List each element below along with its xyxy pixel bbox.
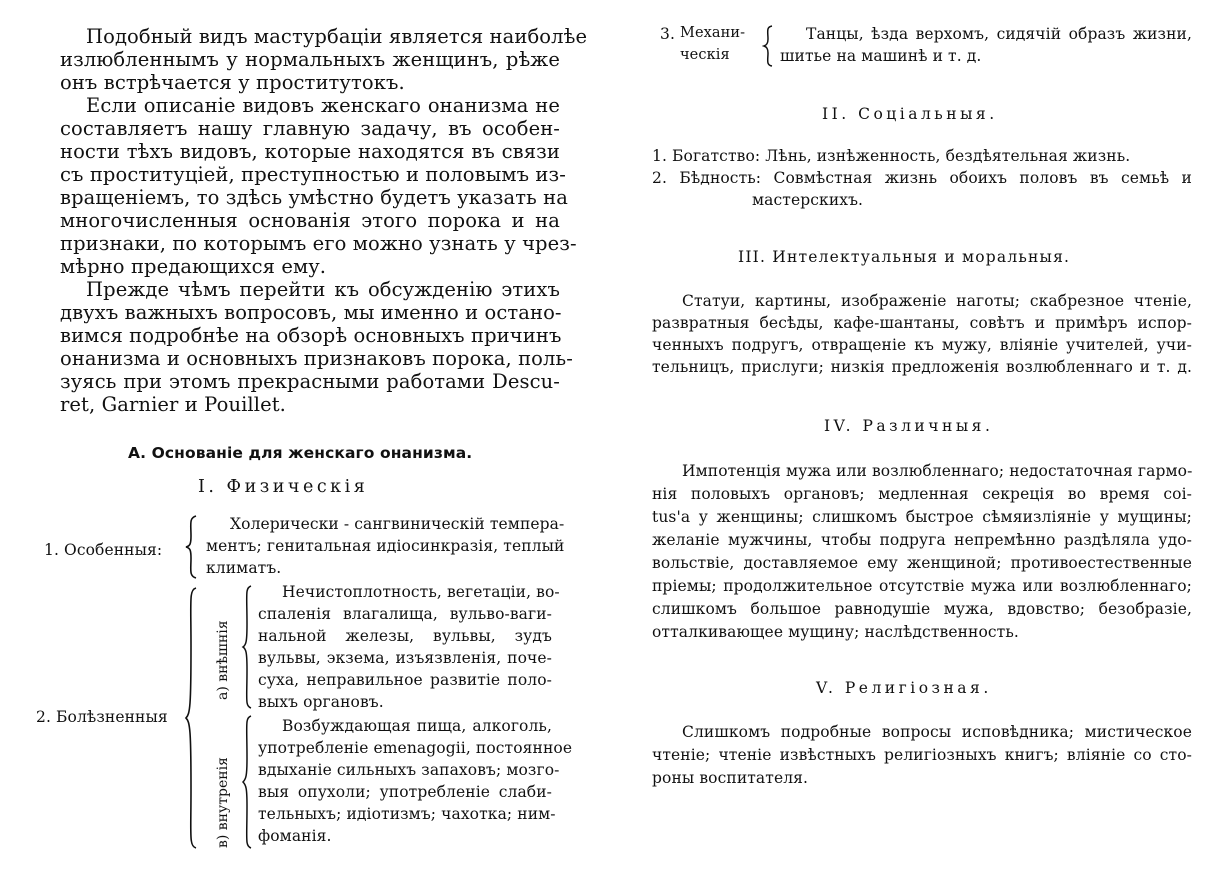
sub-b-text-line: фоманія. bbox=[258, 827, 332, 845]
sub-b-label: в) внутренія bbox=[215, 757, 231, 848]
sub-a-text-line: спаленія влагалища, вульво-ваги- bbox=[258, 605, 552, 623]
para1-line: излюбленнымъ у нормальныхъ женщинъ, рѣже bbox=[60, 48, 560, 71]
sub-b-text-line: тельныхъ; идіотизмъ; чахотка; ним- bbox=[258, 805, 556, 823]
para2-line: многочисленныя основанія этого порока и на bbox=[60, 209, 560, 232]
para3-line: ret, Garnier и Pouillet. bbox=[60, 393, 286, 416]
heading-social: II. Соціальныя. bbox=[822, 105, 998, 123]
subsection-title: I. Физическія bbox=[198, 477, 369, 497]
intellectual-line: тельницъ, прислуги; низкія предложенія возлюбленнаго и т. д. bbox=[652, 358, 1192, 376]
para2-line: ности тѣхъ видовъ, которые находятся въ связи bbox=[60, 140, 560, 163]
item3-label-line: ческія bbox=[680, 47, 730, 63]
para3-line: вимся подробнѣе на обзорѣ основныхъ причинъ bbox=[60, 324, 562, 347]
intellectual-line: развратныя бесѣды, кафе-шантаны, совѣтъ и примѣръ испор- bbox=[652, 314, 1192, 332]
item2-label: 2. Болѣзненныя bbox=[36, 708, 168, 726]
para2-line: съ проституціей, преступностью и половымъ из- bbox=[60, 163, 566, 186]
para3-line: Прежде чѣмъ перейти къ обсужденію этихъ bbox=[86, 278, 560, 301]
sub-a-text-line: нальной железы, вульвы, зудъ bbox=[258, 627, 552, 645]
para1-line: онъ встрѣчается у проститутокъ. bbox=[60, 71, 405, 94]
various-line: tus'а у женщины; слишкомъ быстрое сѣмяизліяніе у мущины; bbox=[652, 508, 1192, 526]
para3-line: зуясь при этомъ прекрасными работами Descu- bbox=[60, 370, 560, 393]
religious-line: роны воспитателя. bbox=[652, 769, 809, 787]
item3-text-line: шитье на машинѣ и т. д. bbox=[780, 47, 982, 65]
social-line: 2. Бѣдность: Совмѣстная жизнь обоихъ половъ въ семьѣ и bbox=[652, 169, 1192, 187]
item1-brace bbox=[184, 514, 198, 580]
sub-a-label: а) внѣшнія bbox=[215, 620, 231, 700]
various-line: Импотенція мужа или возлюбленнаго; недостаточная гармо- bbox=[682, 462, 1193, 480]
sub-a-text-line: Нечистоплотность, вегетаціи, во- bbox=[282, 583, 560, 601]
social-line: мастерскихъ. bbox=[752, 191, 864, 209]
heading-religious: V. Религіозная. bbox=[816, 679, 992, 697]
item2-brace bbox=[184, 586, 198, 850]
sub-a-brace bbox=[241, 584, 253, 710]
item3-brace bbox=[762, 24, 774, 68]
heading-various: IV. Различныя. bbox=[824, 417, 994, 435]
section-title: А. Основаніе для женскаго онанизма. bbox=[128, 444, 473, 462]
various-line: нія половыхъ органовъ; медленная секреція во время coi- bbox=[652, 485, 1192, 503]
intellectual-line: Статуи, картины, изображеніе наготы; скабрезное чтеніе, bbox=[682, 292, 1192, 310]
item1-text-line: климатъ. bbox=[206, 559, 282, 577]
item1-text-line: ментъ; генитальная идіосинкразія, теплый bbox=[206, 537, 565, 555]
para2-line: Если описаніе видовъ женскаго онанизма не bbox=[86, 94, 560, 117]
social-line: 1. Богатство: Лѣнь, изнѣженность, бездѣятельная жизнь. bbox=[652, 147, 1131, 165]
para2-line: составляетъ нашу главную задачу, въ особен- bbox=[60, 117, 560, 140]
para1-line: Подобный видъ мастурбаціи является наиболѣе bbox=[86, 25, 588, 48]
sub-b-text-line: Возбуждающая пища, алкоголь, bbox=[282, 717, 552, 735]
para3-line: двухъ важныхъ вопросовъ, мы именно и остано- bbox=[60, 301, 562, 324]
item1-text-line: Холерически - сангвиническій темпера- bbox=[230, 515, 565, 533]
item3-number: 3. bbox=[660, 25, 675, 43]
various-line: вольствіе, доставляемое ему женщиной; противоестественные bbox=[652, 554, 1192, 572]
sub-b-brace bbox=[241, 714, 253, 850]
various-line: слишкомъ большое равнодушіе мужа, вдовство; безобразіе, bbox=[652, 600, 1192, 618]
sub-a-text-line: суха, неправильное развитіе поло- bbox=[258, 671, 552, 689]
various-line: желаніе мужчины, чтобы подруга непремѣнно раздѣляла удо- bbox=[652, 531, 1192, 549]
item3-text-line: Танцы, ѣзда верхомъ, сидячій образъ жизни, bbox=[806, 25, 1192, 43]
para2-line: признаки, по которымъ его можно узнать у чрез- bbox=[60, 232, 577, 255]
para3-line: онанизма и основныхъ признаковъ порока, поль- bbox=[60, 347, 573, 370]
sub-b-text-line: вдыханіе сильныхъ запаховъ; мозго- bbox=[258, 761, 560, 779]
para2-line: вращеніемъ, то здѣсь умѣстно будетъ указать на bbox=[60, 186, 568, 209]
sub-a-text-line: вульвы, экзема, изъязвленія, поче- bbox=[258, 649, 552, 667]
para2-line: мѣрно предающихся ему. bbox=[60, 255, 327, 278]
sub-a-text-line: выхъ органовъ. bbox=[258, 693, 384, 711]
various-line: пріемы; продолжительное отсутствіе мужа или возлюбленнаго; bbox=[652, 577, 1192, 595]
item1-label: 1. Особенныя: bbox=[44, 541, 163, 559]
religious-line: Слишкомъ подробные вопросы исповѣдника; мистическое bbox=[682, 723, 1192, 741]
various-line: отталкивающее мущину; наслѣдственность. bbox=[652, 623, 1019, 641]
heading-intellectual: III. Интелектуальныя и моральныя. bbox=[738, 248, 1071, 266]
religious-line: чтеніе; чтеніе извѣстныхъ религіозныхъ книгъ; вліяніе со сто- bbox=[652, 746, 1192, 764]
item3-label-line: Механи- bbox=[680, 25, 746, 41]
sub-b-text-line: употребленіе emenagogii, постоянное bbox=[258, 739, 573, 757]
intellectual-line: ченныхъ подругъ, отвращеніе къ мужу, вліяніе учителей, учи- bbox=[652, 336, 1192, 354]
sub-b-text-line: выя опухоли; употребленіе слаби- bbox=[258, 783, 552, 801]
